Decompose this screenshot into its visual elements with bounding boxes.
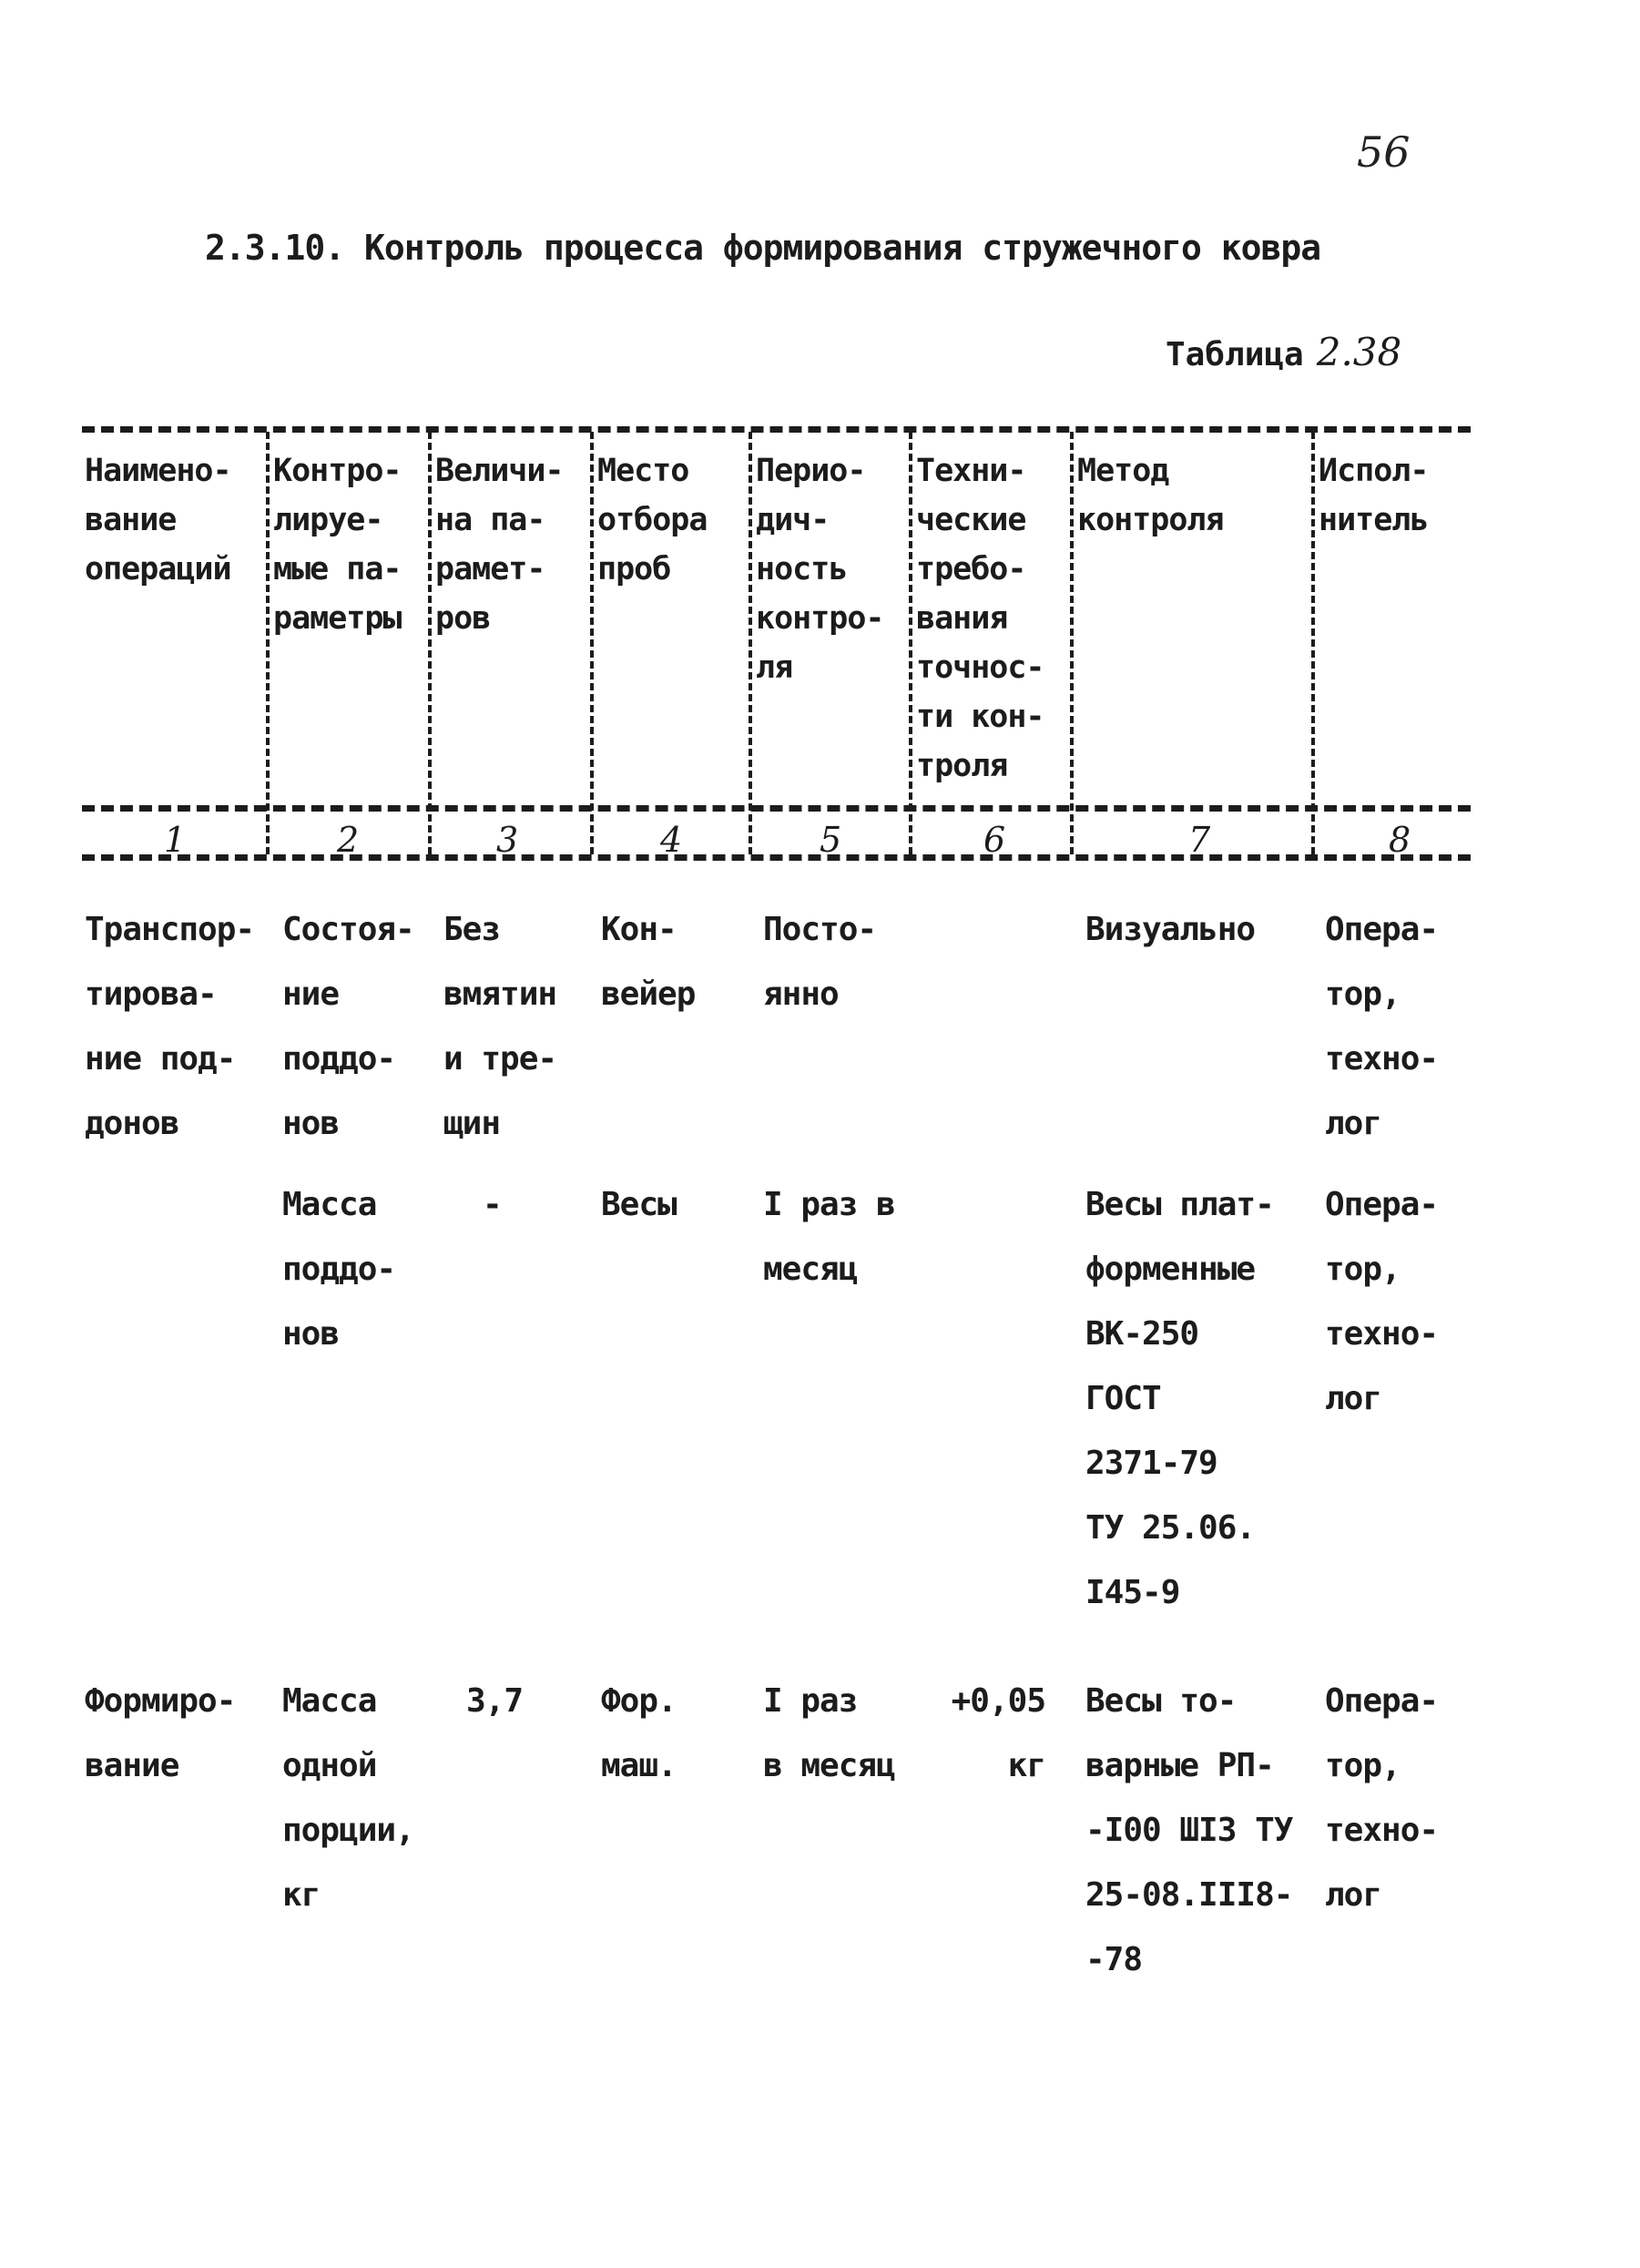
cell-value: - [483, 1186, 502, 1223]
header-executor: Испол- нитель [1319, 453, 1429, 538]
cell-operation: Транспор- тирова- ние под- донов [85, 911, 255, 1142]
header-period: Перио- дич- ность контро- ля [756, 453, 884, 686]
column-number: 2 [337, 820, 360, 860]
cell-place: Фор. маш. [601, 1682, 677, 1784]
header-method: Метод контроля [1077, 453, 1224, 538]
table-caption-number: 2.38 [1316, 330, 1402, 374]
column-divider [1070, 432, 1074, 854]
column-divider [590, 432, 594, 854]
cell-executor: Опера- тор, техно- лог [1325, 1186, 1439, 1417]
cell-method: Весы плат- форменные ВК-250 ГОСТ 2371-79 ТУ 25.06. I45-9 [1085, 1186, 1274, 1611]
cell-parameter: Масса одной порции, кг [282, 1682, 414, 1914]
column-divider [749, 432, 752, 854]
column-divider [1311, 432, 1315, 854]
cell-parameter: Состоя- ние поддо- нов [282, 911, 414, 1142]
table-top-rule [82, 426, 1471, 433]
header-bottom-rule [82, 805, 1471, 812]
page-number: 56 [1357, 128, 1411, 177]
header-operation: Наимено- вание операций [85, 453, 231, 587]
header-place: Место отбора проб [597, 453, 708, 587]
table-caption [1166, 330, 1401, 374]
cell-method: Весы то- варные РП- -I00 ШI3 ТУ 25-08.III8- -78 [1085, 1682, 1293, 1978]
cell-parameter: Масса поддо- нов [282, 1186, 396, 1353]
column-number: 1 [164, 820, 187, 860]
cell-value: Без вмятин и тре- щин [443, 911, 557, 1142]
column-number-rule [82, 854, 1471, 861]
cell-method: Визуально [1085, 911, 1256, 948]
column-number: 8 [1389, 820, 1411, 860]
section-title: 2.3.10. Контроль процесса формирования стружечного ковра [205, 228, 1321, 268]
header-tech: Техни- ческие требо- вания точнос- ти кон- троля [916, 453, 1044, 784]
column-divider [266, 432, 270, 854]
cell-tech: +0,05 кг [951, 1682, 1045, 1784]
column-number: 3 [496, 820, 519, 860]
column-divider [909, 432, 912, 854]
header-parameter: Контро- лируе- мые па- раметры [273, 453, 402, 637]
cell-executor: Опера- тор, техно- лог [1325, 911, 1439, 1142]
cell-period: I раз в месяц [763, 1682, 895, 1784]
cell-operation: Формиро- вание [85, 1682, 236, 1784]
table-caption-label: Таблица [1166, 336, 1304, 373]
column-number: 7 [1188, 820, 1211, 860]
cell-place: Весы [601, 1186, 677, 1223]
column-number: 4 [660, 820, 683, 860]
column-divider [428, 432, 432, 854]
cell-executor: Опера- тор, техно- лог [1325, 1682, 1439, 1914]
cell-place: Кон- вейер [601, 911, 696, 1013]
column-number: 5 [820, 820, 842, 860]
cell-period: Посто- янно [763, 911, 877, 1013]
cell-period: I раз в месяц [763, 1186, 895, 1288]
column-number: 6 [983, 820, 1006, 860]
cell-value: 3,7 [466, 1682, 524, 1720]
header-value: Величи- на па- рамет- ров [435, 453, 564, 637]
